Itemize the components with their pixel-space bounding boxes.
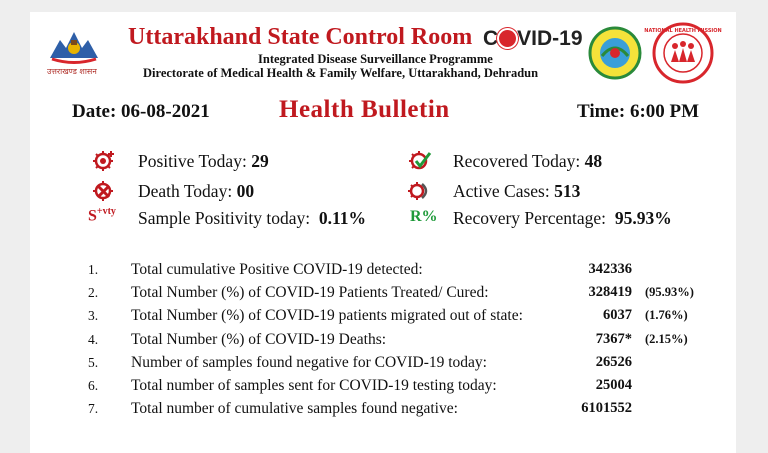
idsp-logo-icon bbox=[588, 26, 642, 80]
row-value: 7367* bbox=[595, 330, 632, 347]
recovery-symbol: R% bbox=[410, 208, 438, 225]
uttarakhand-emblem-icon bbox=[48, 26, 100, 66]
row-value: 6037 bbox=[603, 307, 632, 324]
page-title: Uttarakhand State Control Room bbox=[128, 24, 473, 50]
row-number: 2. bbox=[88, 285, 99, 301]
emblem-caption: उत्तराखण्ड शासन bbox=[47, 67, 97, 76]
row-percentage: (95.93%) bbox=[645, 285, 694, 300]
row-number: 1. bbox=[88, 262, 99, 277]
row-label: Total number of cumulative samples found negative: bbox=[131, 400, 458, 418]
programme-subtitle: Integrated Disease Surveillance Programme bbox=[258, 52, 493, 66]
directorate-subtitle: Directorate of Medical Health & Family Welfare, Uttarakhand, Dehradun bbox=[143, 66, 539, 80]
recovery-percentage: Recovery Percentage: 95.93% bbox=[453, 208, 672, 228]
row-label: Total Number (%) of COVID-19 Deaths: bbox=[131, 330, 387, 348]
row-percentage: (2.15%) bbox=[645, 331, 688, 346]
bulletin-title: Health Bulletin bbox=[279, 96, 450, 123]
row-label: Total Number (%) of COVID-19 Patients Treated/ Cured: bbox=[131, 284, 489, 302]
death-virus-icon bbox=[92, 180, 116, 202]
row-number: 7. bbox=[88, 401, 99, 417]
row-value: 342336 bbox=[588, 261, 632, 277]
virus-icon bbox=[499, 30, 516, 47]
active-cases: Active Cases: 513 bbox=[453, 181, 581, 201]
covid-19-wordmark: C VID-19 bbox=[483, 27, 583, 50]
positive-today: Positive Today: 29 bbox=[138, 151, 269, 171]
row-number: 5. bbox=[88, 354, 99, 370]
recovered-today: Recovered Today: 48 bbox=[453, 151, 603, 171]
death-today: Death Today: 00 bbox=[138, 181, 255, 201]
sample-positivity: Sample Positivity today: 0.11% bbox=[138, 208, 367, 228]
positive-virus-icon bbox=[92, 150, 116, 172]
row-value: 25004 bbox=[595, 377, 632, 393]
row-value: 6101552 bbox=[581, 400, 632, 417]
active-cases-icon bbox=[408, 180, 432, 202]
row-label: Total cumulative Positive COVID-19 detected: bbox=[131, 261, 423, 278]
row-value: 328419 bbox=[588, 284, 632, 301]
bulletin-date: Date: 06-08-2021 bbox=[72, 101, 210, 122]
national-health-mission-logo-icon bbox=[644, 22, 722, 84]
bulletin-time: Time: 6:00 PM bbox=[577, 101, 700, 122]
row-label: Total Number (%) of COVID-19 patients migrated out of state: bbox=[131, 307, 523, 325]
positivity-symbol: $S^{+vty}$ bbox=[88, 206, 116, 225]
row-number: 4. bbox=[88, 331, 99, 347]
nhm-logo-text: NATIONAL HEALTH MISSION bbox=[644, 28, 722, 34]
row-number: 6. bbox=[88, 378, 99, 393]
recovered-virus-icon bbox=[408, 150, 432, 172]
row-value: 26526 bbox=[595, 353, 632, 370]
row-label: Number of samples found negative for COVID-19 today: bbox=[131, 353, 487, 371]
row-label: Total number of samples sent for COVID-19 testing today: bbox=[131, 377, 497, 394]
row-number: 3. bbox=[88, 308, 99, 324]
row-percentage: (1.76%) bbox=[645, 308, 688, 323]
